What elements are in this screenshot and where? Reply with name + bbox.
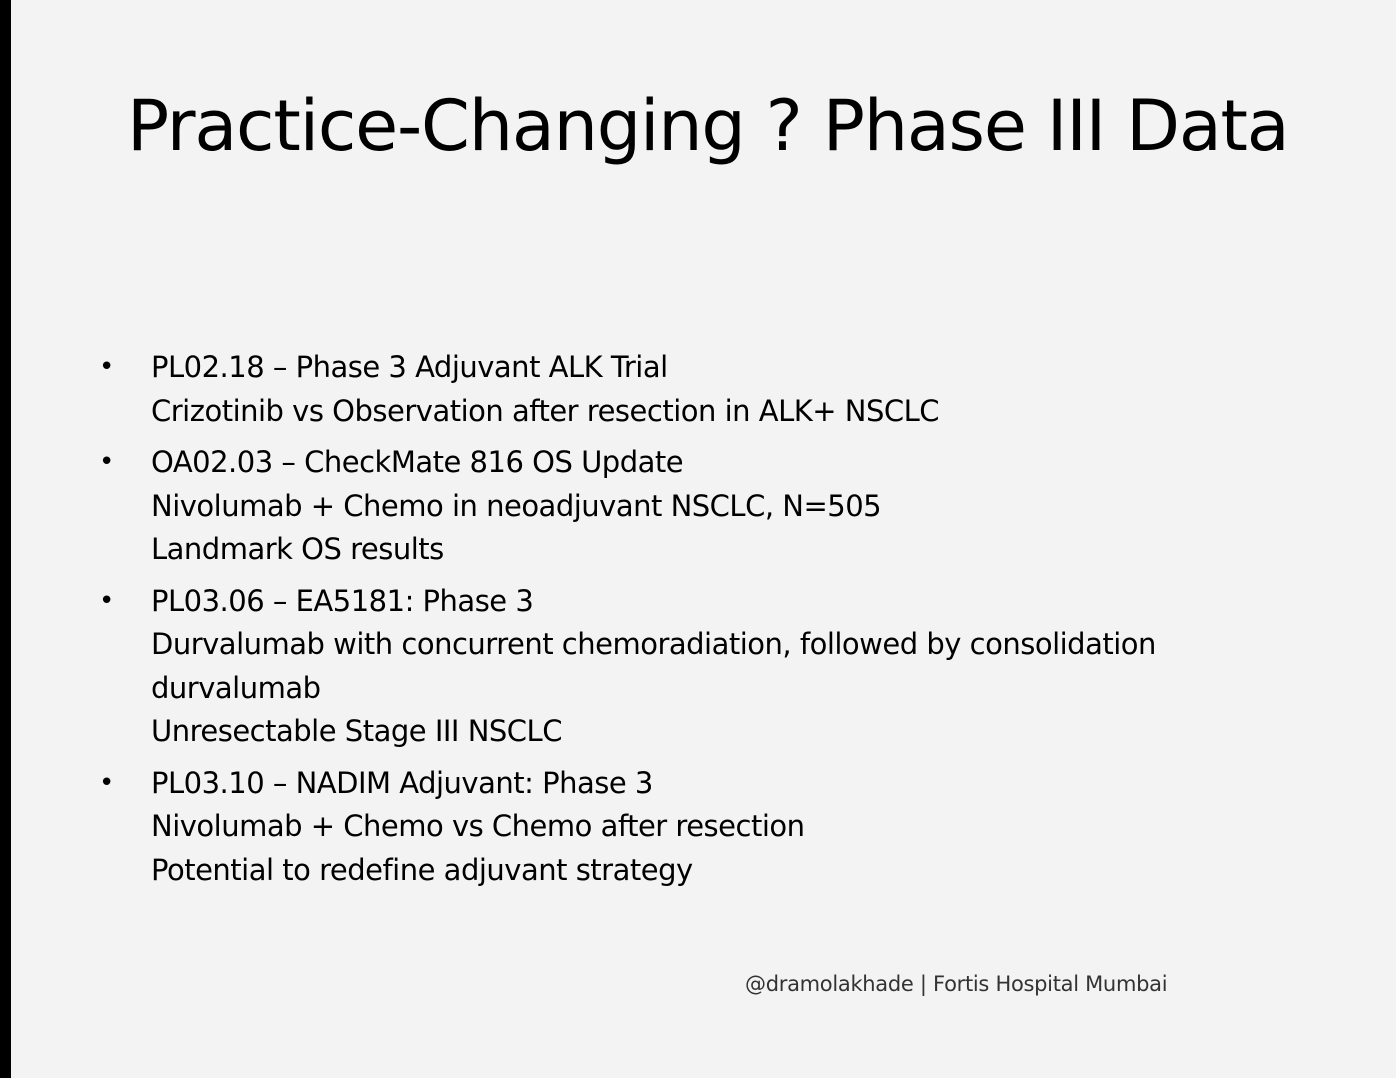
bullet-heading: PL02.18 – Phase 3 Adjuvant ALK Trial bbox=[151, 350, 668, 384]
bullet-detail: Potential to redefine adjuvant strategy bbox=[151, 852, 693, 887]
bullet-item bbox=[99, 580, 1299, 754]
bullet-detail: durvalumab bbox=[151, 670, 321, 705]
bullet-detail: Landmark OS results bbox=[151, 532, 444, 566]
bullet-detail: Unresectable Stage III NSCLC bbox=[151, 714, 562, 748]
slide-title: Practice-Changing ? Phase III Data bbox=[127, 85, 1289, 167]
bullet-item bbox=[99, 762, 1299, 893]
bullet-list bbox=[99, 346, 1299, 900]
bullet-icon: • bbox=[99, 352, 114, 382]
bullet-icon: • bbox=[99, 585, 114, 616]
bullet-detail: Nivolumab + Chemo in neoadjuvant NSCLC, N=505 bbox=[151, 488, 882, 523]
bullet-detail: Durvalumab with concurrent chemoradiation, followed by consolidation bbox=[151, 627, 1156, 661]
bullet-heading: OA02.03 – CheckMate 816 OS Update bbox=[151, 445, 684, 479]
bullet-detail: Crizotinib vs Observation after resection in ALK+ NSCLC bbox=[151, 393, 940, 428]
bullet-heading: PL03.06 – EA5181: Phase 3 bbox=[151, 583, 534, 618]
bullet-icon: • bbox=[99, 767, 114, 798]
bullet-item bbox=[99, 346, 1299, 433]
bullet-detail: Nivolumab + Chemo vs Chemo after resection bbox=[151, 809, 805, 843]
bullet-heading: PL03.10 – NADIM Adjuvant: Phase 3 bbox=[151, 765, 653, 800]
footer-credit: @dramolakhade | Fortis Hospital Mumbai bbox=[745, 972, 1168, 996]
slide bbox=[11, 0, 1396, 1078]
bullet-item bbox=[99, 441, 1299, 572]
bullet-icon: • bbox=[99, 447, 114, 477]
